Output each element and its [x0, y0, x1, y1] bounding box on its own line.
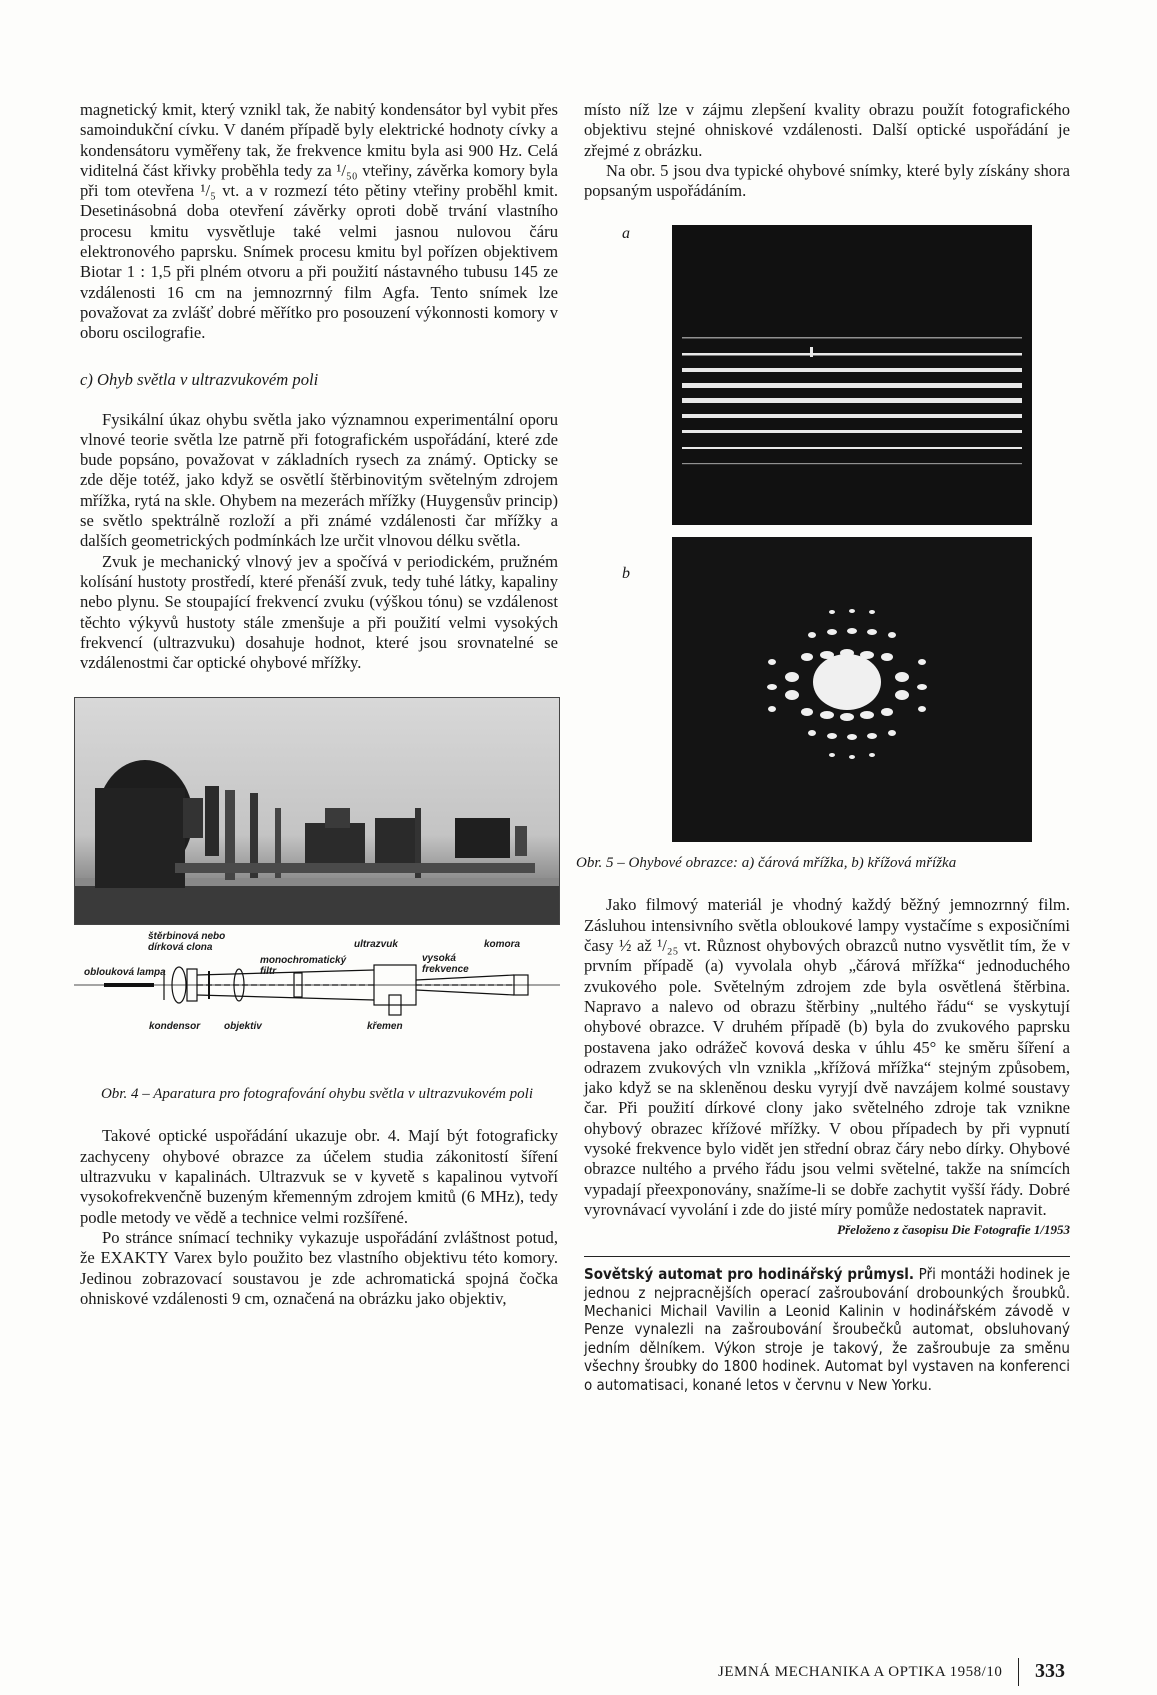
paragraph: Po stránce snímací techniky vykazuje uspořádání zvláštnost potud, že EXAKTY Varex bylo použito bez vlastního objektivu této komory. Jedinou zobrazovací soustavou je zde achromatická spojná čočka ohniskové vzdálenosti 9 cm, označená na obrázku jako objektiv, [80, 1227, 558, 1308]
label-camera: komora [484, 939, 521, 951]
paragraph: Takové optické uspořádání ukazuje obr. 4. Mají být fotograficky zachyceny ohybové obrazce za účelem studia zákonitostí šíření ultrazvuku v kapalinách. Ultrazvuk se v kyvetě s kapalinou vytvoří vysokofrekvenčně buzeným křemenným zdrojem kmitů (6 MHz), tedy podle metody ve vědě a technice velmi rozšířené. [80, 1126, 558, 1227]
news-box [584, 1256, 1070, 1394]
label-objective: objektiv [224, 1021, 262, 1033]
panel-label-b: b [622, 565, 630, 583]
right-column [576, 100, 1070, 1394]
paragraph: Fysikální úkaz ohybu světla jako významnou experimentální oporu vlnové teorie světla lze patrně při fotografickém uspořádání, které zde bude popsáno, považovat v základních rysech za známý. Opticky se zde děje totéž, jako když se osvětlí štěrbinovitým světelným zdrojem mřížka, rytá na skle. Ohybem na mezerách mřížky (Huygensův princip) se světlo spektrálně rozloží a při známé vzdálenosti čar mřížky a dalších geometrických podmínkách lze určit vlnovou délku světla. [80, 409, 558, 551]
footer-separator [1018, 1658, 1019, 1686]
figure-5b-cross-grating [622, 537, 1032, 842]
news-box-title: Sovětský automat pro hodinářský průmysl. [584, 1265, 915, 1284]
paragraph: Na obr. 5 jsou dva typické ohybové snímky, které byly získány shora popsaným uspořádáním. [584, 160, 1070, 201]
paragraph: Zvuk je mechanický vlnový jev a spočívá v periodickém, pružném kolísání hustoty prostředí, které přenáší zvuk, tedy tuhé látky, kapaliny nebo plynu. Se stoupající frekvencí zvuku (výškou tónu) se vzdálenost těchto výkyvů hustoty stále zmenšuje a při použití velmi vysokých frekvencí (ultrazvuku) dosahuje hodnot, které jsou srovnatelné se vzdálenostmi čar optické ohybové mřížky. [80, 551, 558, 673]
journal-footer: JEMNÁ MECHANIKA A OPTIKA 1958/10 [718, 1664, 1003, 1680]
page-number: 333 [1035, 1660, 1065, 1682]
apparatus-photo [74, 697, 560, 925]
paragraph: místo níž lze v zájmu zlepšení kvality obrazu použít fotografického objektivu stejné ohniskové vzdálenosti. Další optické uspořádání je zřejmé z obrázku. [584, 100, 1070, 160]
left-column [80, 100, 558, 1309]
figure-5a-line-grating [622, 225, 1032, 525]
label-quartz: křemen [367, 1021, 403, 1033]
label-mono: monochromatický filtr [260, 955, 347, 978]
translation-credit: Přeloženo z časopisu Die Fotografie 1/1953 [837, 1222, 1070, 1238]
label-high-frequency: vysoká frekvence [422, 953, 469, 976]
figure-4-caption: Obr. 4 – Aparatura pro fotografování ohybu světla v ultrazvukovém poli [100, 1086, 534, 1103]
section-heading: c) Ohyb světla v ultrazvukovém poli [80, 369, 319, 389]
panel-label-a: a [622, 225, 630, 243]
news-box-body: Při montáži hodinek je jednou z nejpracnějších operací zašroubování drobounkých šroubků. Mechanici Michail Vavilin a Leonid Kalinin v hodinářském závodě v Penze vynalezli na zašroubování šroubečků automat, obsluhovaný jedním dělníkem. Výkon stroje je takový, že zašroubuje za směnu všechny šroubky do 1800 hodinek. Automat byl vystaven na konferenci o automatisaci, konané letos v červnu v New Yorku. [584, 1265, 1070, 1394]
paragraph: Jako filmový materiál je vhodný každý běžný jemnozrnný film. Zásluhou intensivního světla obloukové lampy vystačíme s exposičními časy ½ až ¹/₂₅ vt. Různost ohybových obrazců nutno vysvětlit tím, že v prvním případě (a) vyvolala ohyb „čárová mřížka“ jednoduchého zvukového pole. Světelným zdrojem zde byla osvětlená štěrbina. Napravo a nalevo od obrazu štěrbiny „nultého řádu“ se vyskytují ohybové obrazce. V druhém případě (b) byla do zvukového paprsku postavena jako odrážeč kovová deska v úhlu 45° ke směru šíření a odrazem zvukových vln vznikla „křížová mřížka“ stejným způsobem, jako když se na skleněnou desku vyryjí dvě navzájem kolmé soustavy čar. Při použití dírkové clony jako světelného zdroje tak vznikne ohybový obrazec křížové mřížky. V obou případech by při vypnutí vysoké frekvence bylo vidět jen střední obraz čáry nebo dírky. Ohybové obrazce nultého a prvého řádu jsou velmi světelné, takže na snímcích vypadají přeexponovány, snažíme-li se dobře zachytit vyšší řády. Dobré vyrovnávací vyvolání i zde do jisté míry pomůže nedostatek napravit. [584, 895, 1070, 1219]
news-box-text [584, 1265, 1070, 1394]
label-ultrasound: ultrazvuk [354, 939, 398, 951]
figure-4 [74, 697, 560, 1104]
label-condenser: kondensor [149, 1021, 201, 1033]
optical-diagram [74, 925, 560, 1075]
label-lamp: oblouková lampa [84, 967, 166, 979]
figure-5 [576, 225, 1070, 873]
figure-5-caption: Obr. 5 – Ohybové obrazce: a) čárová mřížka, b) křížová mřížka [576, 855, 957, 872]
label-slit: štěrbinová nebo dírková clona [148, 931, 226, 954]
paragraph: magnetický kmit, který vznikl tak, že nabitý kondensátor byl vybit přes samoindukční cívku. V daném případě byly elektrické hodnoty cívky a kondensátoru vyměřeny tak, že frekvence kmitu byla asi 900 Hz. Celá viditelná část křivky proběhla tedy za ¹/₅₀ vteřiny, závěrka komory byla při tom otevřena ¹/₅ vt. a v rozmezí této pětiny vteřiny proběhl kmit. Desetinásobná doba otevření závěrky oproti době trvání vlastního procesu kmitu vysvětluje také velmi jasnou nulovou čáru elektronového paprsku. Snímek procesu kmitu byl pořízen objektivem Biotar 1 : 1,5 při plném otvoru a při použití nástavného tubusu 145 ze vzdálenosti 16 cm na jemnozrnný film Agfa. Tento snímek lze považovat za zvlášť dobré měřítko pro posouzení výkonnosti komory v oboru oscilografie. [80, 100, 558, 343]
